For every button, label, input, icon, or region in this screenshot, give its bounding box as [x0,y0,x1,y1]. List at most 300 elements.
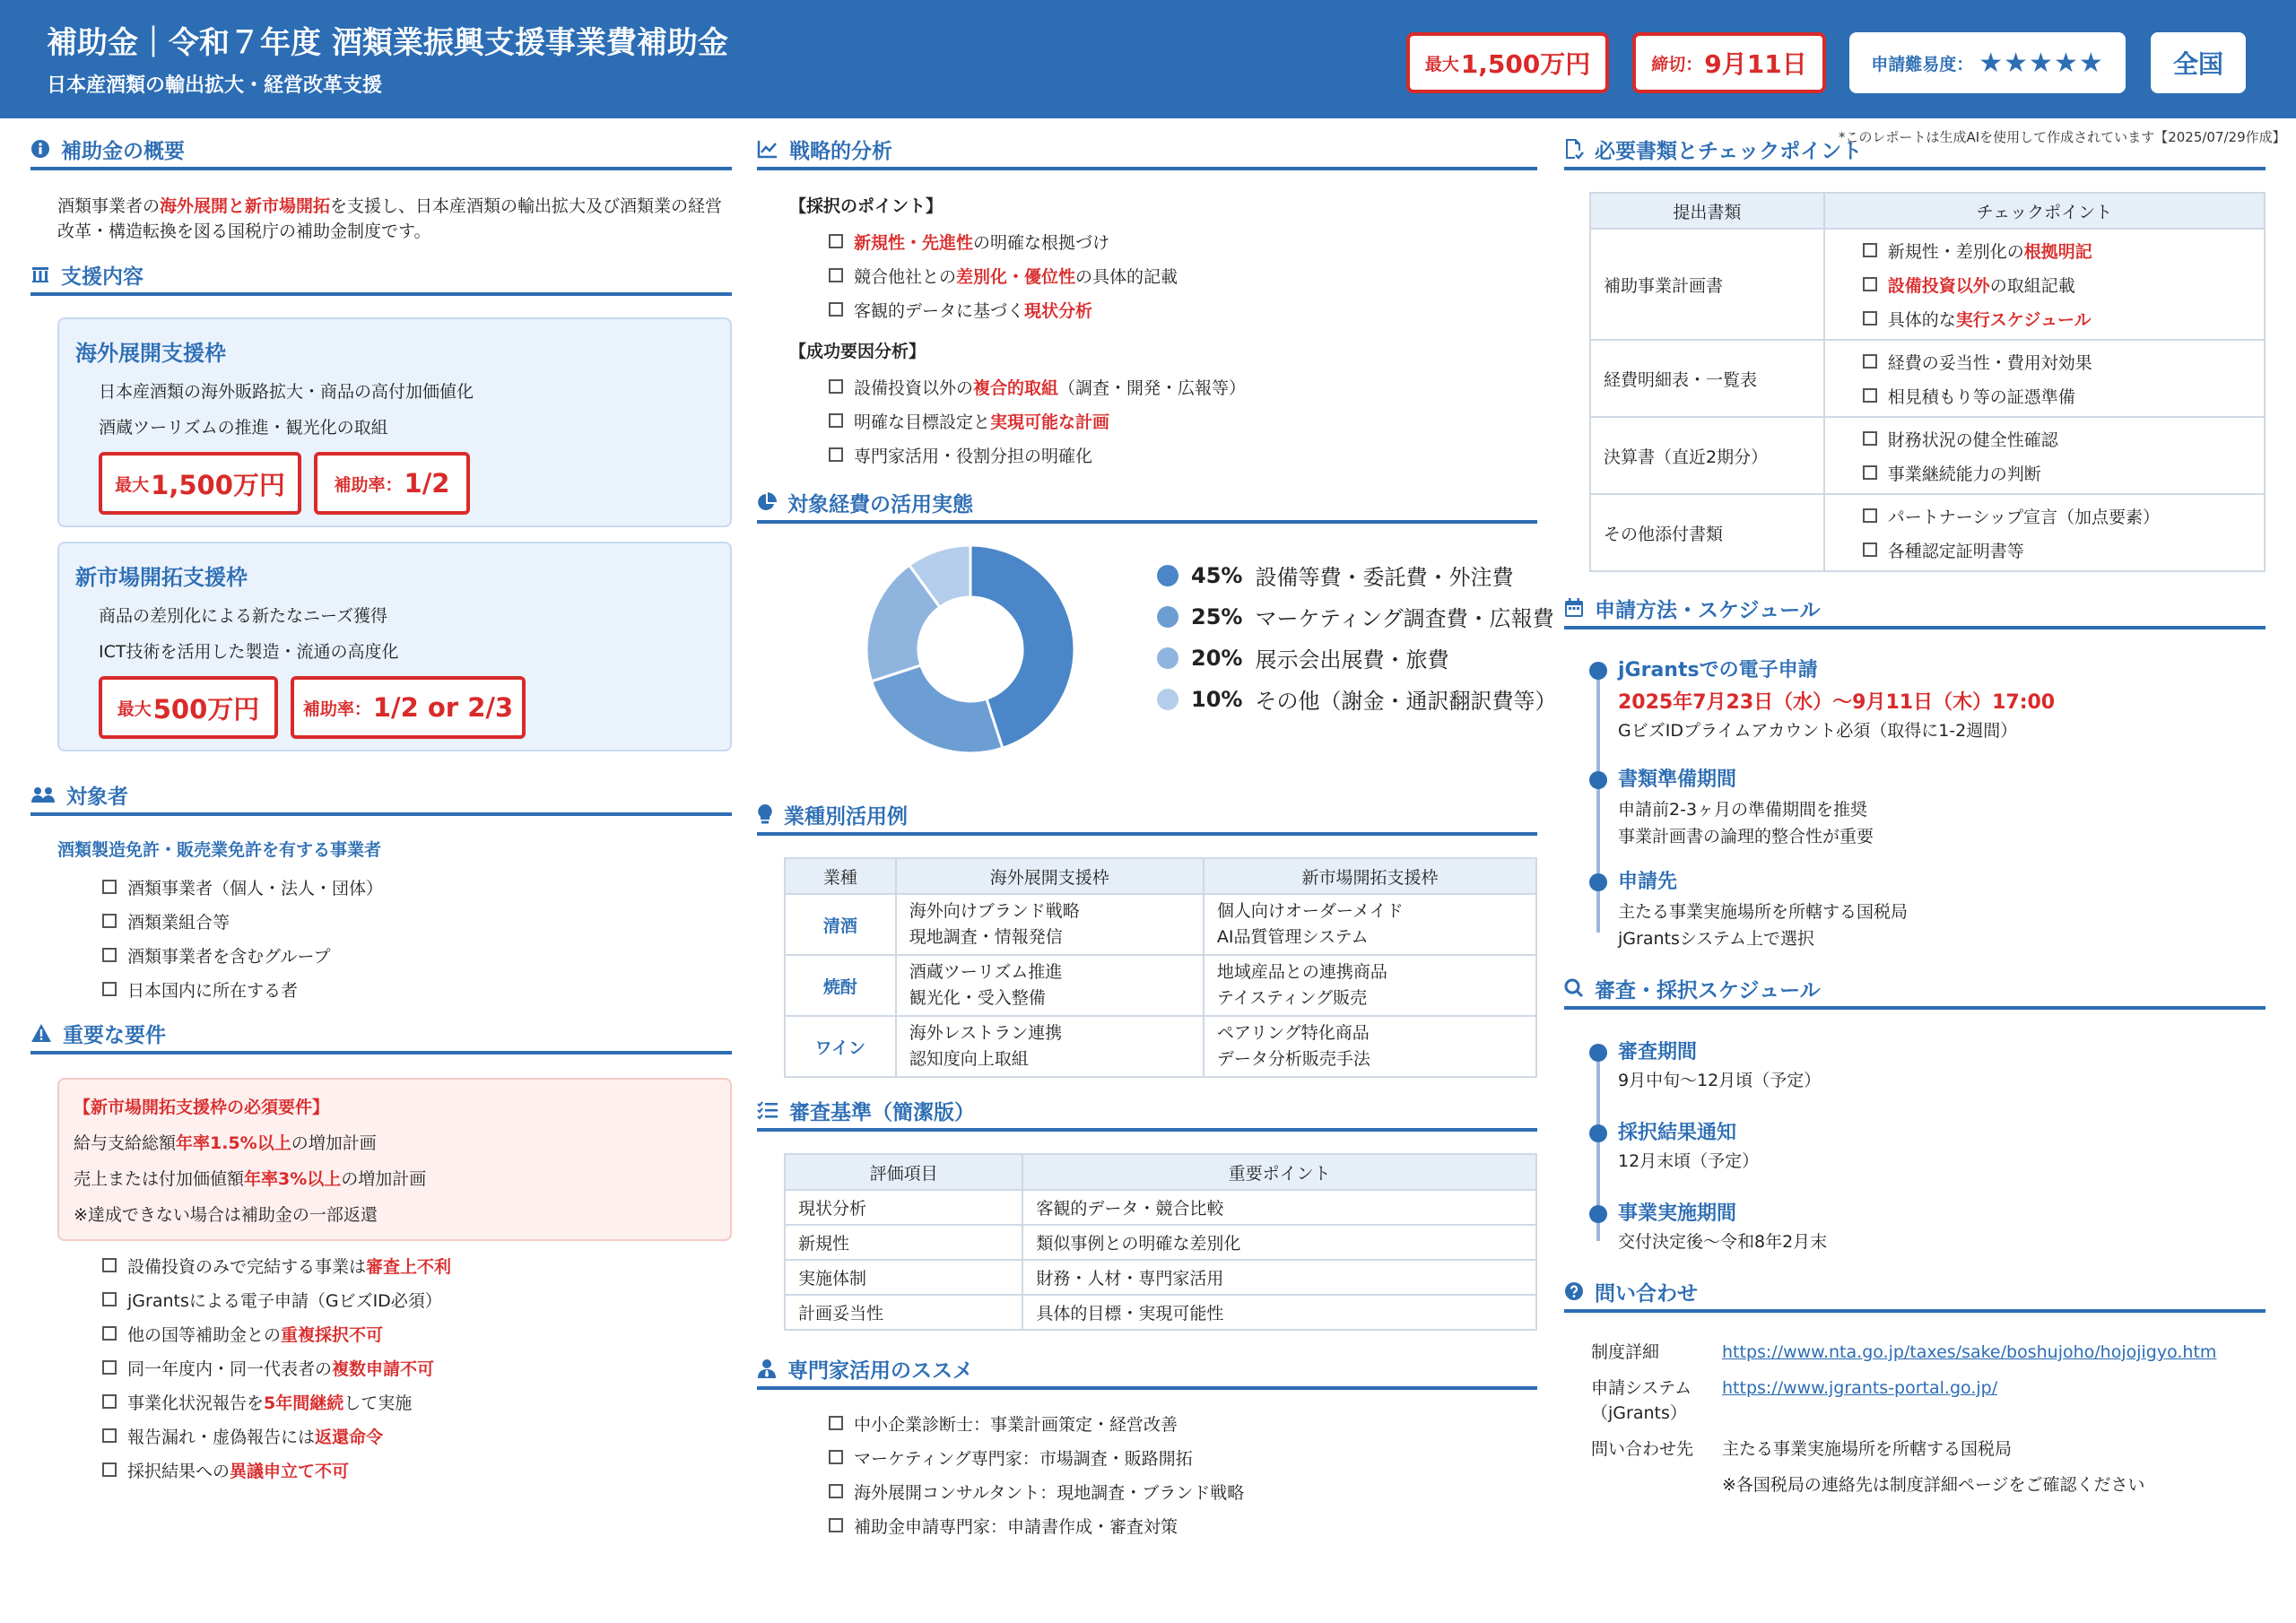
cell-text: 計画妥当性 [785,1295,1022,1330]
contact-label: 問い合わせ先 [1591,1439,1694,1459]
difficulty-stars: ★★★★★ [1979,47,2104,79]
expert-item-text: マーケティング専門家：市場調査・販路開拓 [854,1448,1193,1469]
req-text: の増加計画 [341,1169,427,1189]
checkbox[interactable] [829,413,843,428]
user-tie-icon [757,1358,777,1378]
cell-text: 個人向けオーダーメイド [1216,901,1404,921]
legend-swatch [1157,606,1178,628]
factor-highlight: 実現可能な計画 [990,412,1110,432]
requirement-item [102,1350,451,1384]
expenses-donut-chart [863,542,1078,757]
experts-heading-text: 専門家活用のススメ [787,1358,973,1383]
timeline-dot [1589,1205,1607,1223]
target-heading-text: 対象者 [66,785,128,809]
required-conditions-box [57,1078,732,1241]
strategy-points-title: 【採択のポイント】 [789,196,944,216]
application-step-3-text: jGrantsシステム上で選択 [1618,929,1814,949]
strategy-factors-title: 【成功要因分析】 [789,342,926,361]
req-text: の増加計画 [291,1133,377,1153]
application-heading-text: 申請方法・スケジュール [1595,598,1821,622]
checkbox[interactable] [102,948,117,962]
table-row [785,1190,1536,1225]
check-item [1863,499,2264,533]
table-header: 提出書類 [1590,193,1824,229]
req-text: jGrantsによる電子申請（GビズID必須） [127,1290,442,1311]
required-box-title: 【新市場開拓支援枠の必須要件】 [74,1098,330,1117]
legend-percent: 25% [1191,603,1243,629]
industry-heading-text: 業種別活用例 [784,804,908,829]
check-item [1863,233,2264,267]
target-item [102,972,383,1006]
check-item [1863,267,2264,301]
section-experts-heading [757,1350,1537,1390]
legend-item [1157,601,1554,632]
cell-text: テイスティング販売 [1216,988,1368,1008]
req-highlight: 異議申立て不可 [230,1461,350,1481]
req-text: 設備投資のみで完結する事業は [127,1256,367,1277]
review-step-1-text: 9月中旬〜12月頃（予定） [1618,1071,1822,1090]
requirement-item [102,1282,451,1316]
industry-table [784,857,1537,1078]
expert-item [829,1474,1244,1508]
legend-label: マーケティング調査費・広報費 [1255,606,1554,631]
document-name: 決算書（直近2期分） [1590,417,1824,494]
cell-text: ペアリング特化商品 [1216,1023,1370,1043]
req-text: 採択結果への [127,1461,230,1481]
new-market-max-badge [99,676,278,739]
donut-slice [872,665,1003,753]
application-step-2-text: 申請前2-3ヶ月の準備期間を推奨 [1618,800,1868,820]
cell-text: 現状分析 [785,1190,1022,1225]
checkbox[interactable] [1863,311,1877,325]
legend-item [1157,683,1556,715]
table-header: 評価項目 [785,1154,1022,1190]
overseas-max-badge [99,452,301,515]
legend-label: 設備等費・委託費・外注費 [1255,565,1514,590]
requirements-list [102,1248,451,1487]
section-criteria-heading [757,1092,1537,1132]
legend-item [1157,642,1448,673]
table-row [785,1225,1536,1260]
checkbox[interactable] [102,1462,117,1477]
table-row [785,955,1536,1016]
requirement-item [102,1384,451,1419]
target-item [102,870,383,904]
max-amount-prefix: 最大 [1424,54,1459,74]
difficulty-label: 申請難易度： [1871,54,1974,74]
new-market-rate-badge [291,676,526,739]
application-step-1-text: GビズIDプライムアカウント必須（取得に1-2週間） [1618,721,2018,741]
max-amount-badge [1406,32,1609,93]
legend-swatch [1157,565,1178,586]
expenses-heading-text: 対象経費の活用実態 [787,492,973,516]
point-highlight: 差別化・優位性 [956,266,1076,287]
checkbox[interactable] [1863,354,1877,369]
header-banner [0,0,2296,118]
requirement-item [102,1419,451,1453]
criteria-heading-text: 審査基準（簡潔版） [789,1100,975,1124]
strategy-point [829,292,1178,326]
required-box-line-1 [74,1130,377,1154]
section-industry-heading [757,796,1537,836]
req-text: 事業化状況報告を [127,1393,265,1413]
cell-text: 酒蔵ツーリズム推進 [909,962,1063,982]
expert-item [829,1440,1244,1474]
check-highlight: 設備投資以外 [1887,275,1990,296]
document-name: その他添付書類 [1590,494,1824,571]
deadline-prefix: 締切： [1651,54,1703,74]
cell-text: 海外向けブランド戦略 [909,901,1080,921]
users-icon [30,785,56,804]
legend-label: その他（謝金・通訳翻訳費等） [1255,689,1557,714]
req-text: 売上または付加価値額 [74,1169,245,1189]
checkbox[interactable] [1863,431,1877,446]
req-highlight: 返還命令 [315,1427,384,1447]
check-item [1863,344,2264,378]
cell-text: 認知度向上取組 [909,1049,1029,1069]
new-market-max-value: 500万円 [152,693,260,725]
strategy-factor [829,369,1246,404]
strategy-heading-text: 戦略的分析 [789,139,892,163]
checkbox[interactable] [1863,388,1877,403]
check-item [1863,301,2264,335]
table-header: 海外展開支援枠 [896,858,1204,894]
cell-text: 海外レストラン連携 [909,1023,1063,1043]
requirement-item [102,1316,451,1350]
cell-text: 実施体制 [785,1260,1022,1295]
new-market-rate-value: 1/2 or 2/3 [372,692,514,723]
cell-text: 具体的目標・実現可能性 [1022,1295,1536,1330]
factor-text: 明確な目標設定と [854,412,991,432]
check-item [1863,533,2264,567]
overview-text [57,194,739,244]
req-highlight: 審査上不利 [366,1256,452,1277]
checkbox[interactable] [829,234,843,248]
check-text: 財務状況の健全性確認 [1887,430,2058,450]
expert-item-text: 中小企業診断士：事業計画策定・経営改善 [854,1414,1178,1435]
target-item-text: 酒類事業者を含むグループ [127,946,331,967]
checkbox[interactable] [1863,508,1877,523]
documents-heading-text: 必要書類とチェックポイント [1595,139,1863,163]
target-list [102,870,383,1006]
region-badge: 全国 [2151,32,2246,93]
search-icon [1564,978,1584,998]
section-target-heading [30,777,732,816]
table-row [785,1260,1536,1295]
factor-text: （調査・開発・広報等） [1058,378,1247,398]
pie-chart-icon [757,492,777,512]
criteria-table [784,1153,1537,1331]
checkbox[interactable] [102,1394,117,1409]
target-lead: 酒類製造免許・販売業免許を有する事業者 [57,840,382,860]
target-item [102,904,383,938]
calendar-icon [1564,598,1584,618]
timeline-dot [1589,1044,1607,1062]
industry-type: ワイン [785,1016,896,1077]
info-icon [30,139,50,159]
checkbox[interactable] [102,1428,117,1443]
max-amount-value: 1,500万円 [1460,49,1591,79]
check-text: の取組記載 [1989,275,2075,296]
review-step-3-text: 交付決定後〜令和8年2月末 [1618,1232,1828,1252]
check-item [1863,456,2264,490]
req-text: 同一年度内・同一代表者の [127,1358,333,1379]
checkbox[interactable] [829,1484,843,1498]
overview-text-highlight: 海外展開と新市場開拓 [160,196,331,216]
overseas-max-prefix: 最大 [115,474,150,495]
overseas-rate-prefix: 補助率： [334,474,403,495]
checkbox[interactable] [829,268,843,282]
check-highlight: 実行スケジュール [1955,309,2092,330]
review-step-1-title: 審査期間 [1618,1041,1698,1063]
req-text: 報告漏れ・虚偽報告には [127,1427,316,1447]
legend-percent: 45% [1191,562,1243,588]
req-highlight: 複数申請不可 [332,1358,435,1379]
strategy-points-list [829,224,1178,326]
contact-label: 制度詳細 [1591,1342,1660,1362]
checkbox[interactable] [102,914,117,928]
table-row [1590,494,2265,571]
cell-text: AI品質管理システム [1216,927,1369,947]
support-heading-text: 支援内容 [61,265,144,289]
section-overview-heading [30,131,732,170]
checkbox[interactable] [1863,542,1877,557]
requirement-item [102,1453,451,1487]
page-subtitle: 日本産酒類の輸出拡大・経営改革支援 [47,74,383,97]
expert-item-text: 海外展開コンサルタント：現地調査・ブランド戦略 [854,1482,1245,1503]
review-step-3-title: 事業実施期間 [1618,1202,1737,1225]
overseas-panel-line-1: 日本産酒類の海外販路拡大・商品の高付加価値化 [99,382,474,402]
ai-generated-note: *このレポートは生成AIを使用して作成されています【2025/07/29作成】 [1839,129,2286,145]
overview-text-3: 改革・構造転換を図る国税庁の補助金制度です。 [57,221,431,241]
checkbox[interactable] [102,880,117,894]
section-strategy-heading [757,131,1537,170]
strategy-point [829,258,1178,292]
checkbox[interactable] [102,1326,117,1341]
requirements-heading-text: 重要な要件 [63,1023,166,1047]
target-item-text: 酒類業組合等 [127,912,230,933]
overseas-rate-badge [314,452,470,515]
req-highlight: 年率1.5%以上 [176,1133,291,1153]
legend-swatch [1157,647,1178,669]
check-text: パートナーシップ宣言（加点要素） [1887,507,2160,527]
factor-highlight: 複合的取組 [973,378,1059,398]
check-highlight: 根拠明記 [2023,241,2092,262]
table-header: 新市場開拓支援枠 [1204,858,1536,894]
cell-text: 新規性 [785,1225,1022,1260]
legend-percent: 10% [1191,686,1243,712]
cell-text: データ分析販売手法 [1216,1049,1370,1069]
overview-text-1: 酒類事業者の [57,196,161,216]
req-highlight: 重複採択不可 [281,1324,384,1345]
section-expenses-heading [757,484,1537,524]
point-text: の具体的記載 [1075,266,1178,287]
checkbox[interactable] [1863,243,1877,257]
table-header: 業種 [785,858,896,894]
application-timeline-line [1596,664,1600,933]
check-text: 相見積もり等の証憑準備 [1887,386,2075,407]
expert-item-text: 補助金申請専門家：申請書作成・審査対策 [854,1516,1178,1537]
point-text: 客観的データに基づく [854,300,1025,321]
check-text: 新規性・差別化の [1887,241,2024,262]
new-market-support-panel [57,542,732,751]
new-market-panel-title: 新市場開拓支援枠 [75,565,248,590]
strategy-factor [829,404,1246,438]
section-documents-heading [1564,131,2266,170]
deadline-value: 9月11日 [1704,49,1807,79]
overseas-panel-line-2: 酒蔵ツーリズムの推進・観光化の取組 [99,418,388,438]
target-item-text: 酒類事業者（個人・法人・団体） [127,878,384,898]
cell-text: 客観的データ・競合比較 [1022,1190,1536,1225]
section-review-heading [1564,970,2266,1010]
cell-text: 財務・人材・専門家活用 [1022,1260,1536,1295]
contact-label: 申請システム [1591,1378,1692,1398]
contact-link-details[interactable]: https://www.nta.go.jp/taxes/sake/boshujoho/hojojigyo.htm [1722,1342,2217,1362]
checkbox[interactable] [829,1416,843,1430]
check-text: 事業継続能力の判断 [1887,464,2041,484]
required-box-line-2 [74,1166,426,1190]
cell-text: 地域産品との連携商品 [1216,962,1387,982]
req-text: 他の国等補助金との [127,1324,282,1345]
warning-icon [30,1023,52,1043]
industry-type: 焼酎 [785,955,896,1016]
checkbox[interactable] [102,1258,117,1272]
required-box-note: ※達成できない場合は補助金の一部返還 [74,1205,378,1225]
strategy-factors-list [829,369,1246,472]
experts-list [829,1406,1244,1542]
checklist-icon [757,1100,778,1120]
point-text: 競合他社との [854,266,957,287]
cell-text: 現地調査・情報発信 [909,927,1063,947]
target-item-text: 日本国内に所在する者 [127,980,299,1001]
overseas-panel-title: 海外展開支援枠 [75,341,226,366]
contact-heading-text: 問い合わせ [1595,1281,1698,1306]
new-market-max-prefix: 最大 [117,699,152,719]
contact-label: （jGrants） [1591,1403,1687,1423]
overview-text-2: を支援し、日本産酒類の輸出拡大及び酒類業の経営 [330,196,723,216]
difficulty-badge [1849,32,2126,93]
question-circle-icon [1564,1281,1584,1301]
table-header: 重要ポイント [1022,1154,1536,1190]
overseas-rate-value: 1/2 [404,468,450,499]
check-text: 各種認定証明書等 [1887,541,2024,561]
review-heading-text: 審査・採択スケジュール [1595,978,1821,1002]
line-chart-icon [757,139,778,159]
document-name: 経費明細表・一覧表 [1590,340,1824,417]
section-application-heading [1564,590,2266,629]
section-contact-heading [1564,1273,2266,1313]
check-item [1863,421,2264,456]
review-step-2-text: 12月末頃（予定） [1618,1151,1760,1171]
req-text: 給与支給総額 [74,1133,177,1153]
checkbox[interactable] [829,379,843,394]
point-text: の明確な根拠づけ [973,232,1110,253]
checkbox[interactable] [829,1450,843,1464]
checkbox[interactable] [1863,277,1877,291]
checkbox[interactable] [102,1360,117,1375]
cell-text: 類似事例との明確な差別化 [1022,1225,1536,1260]
legend-percent: 20% [1191,645,1243,671]
contact-value: 主たる事業実施場所を所轄する国税局 [1722,1439,2013,1459]
application-period: 2025年7月23日（水）〜9月11日（木）17:00 [1618,691,2056,714]
overseas-max-value: 1,500万円 [151,469,285,500]
requirement-item [102,1248,451,1282]
legend-swatch [1157,689,1178,710]
cell-text: 観光化・受入整備 [909,988,1046,1008]
timeline-dot [1589,662,1607,680]
factor-text: 専門家活用・役割分担の明確化 [854,446,1093,466]
check-item [1863,378,2264,412]
table-header: チェックポイント [1824,193,2265,229]
point-highlight: 新規性・先進性 [854,232,974,253]
overseas-support-panel [57,317,732,527]
table-row [1590,229,2265,340]
factor-text: 設備投資以外の [854,378,974,398]
contact-link-jgrants[interactable]: https://www.jgrants-portal.go.jp/ [1722,1378,1998,1398]
building-icon [30,265,50,284]
target-item [102,938,383,972]
application-step-2-title: 書類準備期間 [1618,768,1737,791]
application-step-3-text: 主たる事業実施場所を所轄する国税局 [1618,902,1909,922]
documents-table [1589,192,2266,572]
application-step-2-text: 事業計画書の論理的整合性が重要 [1618,827,1874,846]
timeline-dot [1589,771,1607,789]
checkbox[interactable] [102,1292,117,1306]
req-highlight: 年率3%以上 [244,1169,342,1189]
table-row [785,1016,1536,1077]
checkbox[interactable] [829,1518,843,1532]
check-text: 具体的な [1887,309,1956,330]
document-name: 補助事業計画書 [1590,229,1824,340]
new-market-panel-line-2: ICT技術を活用した製造・流通の高度化 [99,642,399,662]
point-highlight: 現状分析 [1024,300,1093,321]
section-support-heading [30,256,732,296]
req-text: して実施 [344,1393,413,1413]
timeline-dot [1589,873,1607,891]
checkbox[interactable] [1863,465,1877,480]
application-step-1-title: jGrantsでの電子申請 [1618,659,1818,681]
contact-note: ※各国税局の連絡先は制度詳細ページをご確認ください [1722,1475,2145,1495]
timeline-dot [1589,1124,1607,1142]
req-highlight: 5年間継続 [264,1393,344,1413]
table-row [785,1295,1536,1330]
expert-item [829,1508,1244,1542]
checkbox[interactable] [829,302,843,317]
file-check-icon [1564,138,1584,160]
section-requirements-heading [30,1015,732,1055]
checkbox[interactable] [829,447,843,462]
strategy-point [829,224,1178,258]
industry-type: 清酒 [785,894,896,955]
expert-item [829,1406,1244,1440]
legend-label: 展示会出展費・旅費 [1255,647,1449,673]
check-text: 経費の妥当性・費用対効果 [1887,352,2092,373]
strategy-factor [829,438,1246,472]
table-row [1590,417,2265,494]
lightbulb-icon [757,803,773,825]
table-row [1590,340,2265,417]
page-title: 補助金｜令和７年度 酒類業振興支援事業費補助金 [47,25,728,61]
checkbox[interactable] [102,982,117,996]
new-market-rate-prefix: 補助率： [302,699,371,719]
deadline-badge [1632,32,1826,93]
review-step-2-title: 採択結果通知 [1618,1122,1737,1144]
legend-item [1157,560,1513,591]
new-market-panel-line-1: 商品の差別化による新たなニーズ獲得 [99,606,388,626]
application-step-3-title: 申請先 [1618,871,1678,893]
table-row [785,894,1536,955]
overview-heading-text: 補助金の概要 [61,139,185,163]
